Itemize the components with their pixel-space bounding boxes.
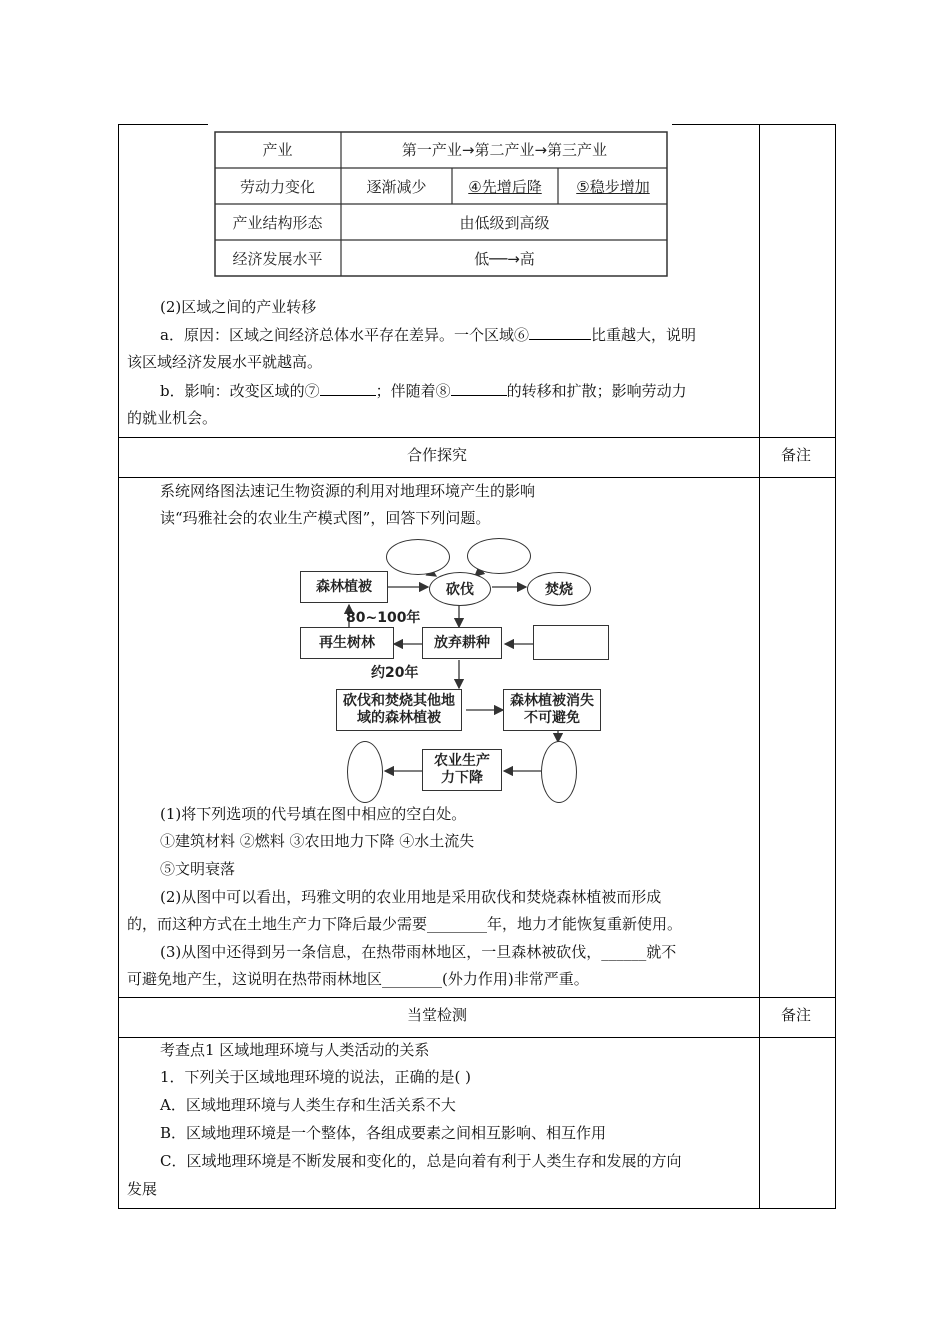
- section1-line-b2: 的就业机会。: [127, 409, 218, 427]
- industry-sequence: 第一产业→第二产业→第三产业: [401, 141, 608, 159]
- table-right-border: [835, 124, 836, 1209]
- economy-label: 经济发展水平: [232, 250, 323, 268]
- check-point-heading: 考查点1 区域地理环境与人类活动的关系: [160, 1041, 430, 1059]
- table-top-left: [118, 124, 208, 125]
- industry-table: [214, 131, 668, 277]
- node-forest: 森林植被: [300, 571, 388, 603]
- section2-read: 读“玛雅社会的农业生产模式图”，回答下列问题。: [160, 509, 491, 527]
- node-cut: 砍伐: [429, 572, 491, 606]
- note-header-2: 备注: [781, 1006, 812, 1024]
- section-title-check: 当堂检测: [407, 1006, 468, 1024]
- node-burn: 焚烧: [527, 572, 591, 606]
- blank-6: [529, 325, 591, 340]
- table-top-right: [672, 124, 836, 125]
- question-3-line-1: (3)从图中还得到另一条信息，在热带雨林地区，一旦森林被砍伐，______就不: [160, 943, 677, 961]
- industry-label: 产业: [262, 141, 293, 159]
- question-1-stem: 1．下列关于区域地理环境的说法，正确的是( ): [160, 1068, 472, 1086]
- structure-label: 产业结构形态: [232, 213, 323, 232]
- blank-ellipse-bottom-left: [347, 741, 383, 803]
- blank-8: [451, 381, 507, 396]
- option-a: A．区域地理环境与人类生存和生活关系不大: [160, 1096, 456, 1114]
- options-line-1: ①建筑材料 ②燃料 ③农田地力下降 ④水土流失: [160, 832, 475, 850]
- section1-b-text-mid: ；伴随着⑧: [375, 382, 451, 400]
- labor-secondary: ④先增后降: [468, 177, 542, 196]
- section2-intro: 系统网络图法速记生物资源的利用对地理环境产生的影响: [160, 482, 536, 500]
- structure-value: 由低级到高级: [459, 213, 550, 232]
- blank-box: [533, 625, 609, 660]
- table-left-border: [118, 124, 119, 1209]
- label-20-years: 约20年: [371, 665, 419, 681]
- section1-a-text-end: 比重越大，说明: [590, 326, 696, 344]
- option-c-line-1: C．区域地理环境是不断发展和变化的，总是向着有利于人类生存和发展的方向: [160, 1152, 682, 1170]
- table-col-divider: [759, 124, 760, 1209]
- section1-b-text: b．影响：改变区域的⑦: [160, 382, 320, 400]
- note-header-1: 备注: [781, 446, 812, 464]
- section-title-cooperative: 合作探究: [407, 446, 468, 464]
- row-line-1: [118, 437, 836, 438]
- option-c-line-2: 发展: [127, 1180, 158, 1198]
- section1-heading: (2)区域之间的产业转移: [160, 298, 317, 316]
- question-1: (1)将下列选项的代号填在图中相应的空白处。: [160, 805, 467, 823]
- node-vanish: 森林植被消失不可避免: [503, 689, 601, 731]
- section1-line-b: [160, 381, 687, 401]
- labor-change-label: 劳动力变化: [239, 177, 315, 196]
- table-bottom: [118, 1208, 836, 1209]
- node-regrow: 再生树林: [300, 627, 394, 659]
- question-2-line-1: (2)从图中可以看出，玛雅文明的农业用地是采用砍伐和焚烧森林植被而形成: [160, 888, 662, 906]
- section1-b-text-end: 的转移和扩散；影响劳动力: [506, 382, 687, 400]
- blank-ellipse-bottom-right: [541, 741, 577, 803]
- blank-ellipse-top-left: [386, 539, 450, 575]
- options-line-2: ⑤文明衰落: [160, 860, 236, 878]
- blank-ellipse-top-right: [467, 538, 531, 574]
- node-cut-other: 砍伐和焚烧其他地域的森林植被: [336, 689, 462, 731]
- section1-line-a2: 该区域经济发展水平就越高。: [127, 353, 323, 371]
- section1-a-text: a．原因：区域之间经济总体水平存在差异。一个区域⑥: [160, 326, 529, 344]
- row-line-3: [118, 997, 836, 998]
- blank-7: [320, 381, 376, 396]
- row-line-2: [118, 477, 836, 478]
- question-2-line-2: 的，而这种方式在土地生产力下降后最少需要________年，地力才能恢复重新使用。: [127, 915, 683, 933]
- node-abandon: 放弃耕种: [422, 627, 502, 659]
- question-3-line-2: 可避免地产生，这说明在热带雨林地区________(外力作用)非常严重。: [127, 970, 589, 988]
- labor-tertiary: ⑤稳步增加: [576, 177, 650, 196]
- economy-value: 低──→高: [474, 250, 535, 268]
- row-line-4: [118, 1037, 836, 1038]
- labor-primary: 逐渐减少: [366, 177, 427, 196]
- option-b: B．区域地理环境是一个整体，各组成要素之间相互影响、相互作用: [160, 1124, 607, 1142]
- node-decline: 农业生产力下降: [422, 749, 502, 791]
- label-80-100-years: 80~100年: [346, 610, 421, 626]
- section1-line-a: [160, 325, 696, 345]
